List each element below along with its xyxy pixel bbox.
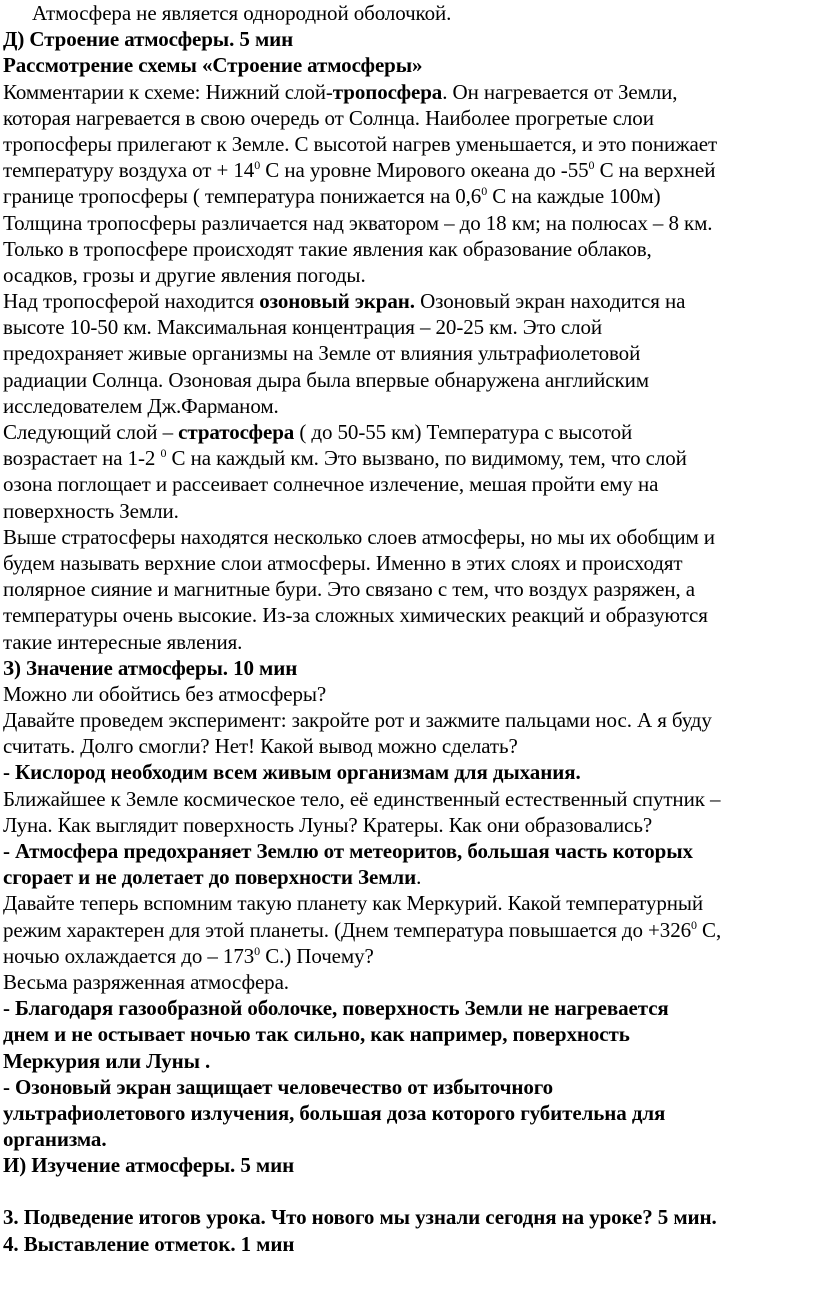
text-line: тропосферы прилегают к Земле. С высотой нагрев уменьшается, и это понижает [3, 131, 718, 156]
text-line: Атмосфера не является однородной оболочкой. [32, 1, 452, 25]
heading-line: 4. Выставление отметок. 1 мин [3, 1231, 295, 1256]
text-line: температуры очень высокие. Из-за сложных химических реакций и образуются [3, 603, 708, 628]
text-run: С на уровне Мирового океана до -55 [260, 158, 589, 183]
text-line: радиации Солнца. Озоновая дыра была впервые обнаружена английским [3, 367, 649, 392]
text-line: Весьма разряженная атмосфера. [3, 969, 289, 994]
text-line: Луна. Как выглядит поверхность Луны? Кратеры. Как они образовались? [3, 812, 653, 837]
heading-line: организма. [3, 1127, 107, 1152]
text-line: поверхность Земли. [3, 498, 179, 523]
bold-term: стратосфера [178, 420, 295, 444]
text-run: режим характерен для этой планеты. (Днем температура повышается до +326 [3, 917, 691, 942]
text-run: С на каждые 100м) [487, 184, 661, 209]
heading-line: - Благодаря газообразной оболочке, поверхность Земли не нагревается [3, 996, 669, 1021]
heading-line: - Атмосфера предохраняет Землю от метеоритов, большая часть которых [3, 839, 693, 863]
text-line [3, 288, 810, 314]
text-line [3, 917, 810, 943]
text-run: температуру воздуха от + 14 [3, 158, 255, 183]
text-run: С на каждый км. Это вызвано, по видимому, тем, что слой [166, 446, 687, 471]
text-line: Только в тропосфере происходят такие явления как образование облаков, [3, 236, 652, 261]
text-line: озона поглощает и рассеивает солнечное излечение, мешая пройти ему на [3, 472, 659, 497]
heading-line: З) Значение атмосферы. 10 мин [3, 655, 298, 680]
degree-superscript: 0 [588, 158, 595, 173]
text-run: границе тропосферы ( температура понижается на 0,6 [3, 184, 482, 209]
bold-term: сгорает и не долетает до поверхности Земли [3, 865, 417, 890]
text-line [3, 445, 810, 471]
text-line: полярное сияние и магнитные бури. Это связано с тем, что воздух разряжен, а [3, 577, 696, 602]
degree-superscript: 0 [254, 943, 261, 958]
text-run: Следующий слой – [3, 420, 179, 444]
blank-line [3, 1178, 810, 1204]
degree-superscript: 0 [254, 158, 261, 173]
text-run: С.) Почему? [260, 943, 374, 968]
text-line: осадков, грозы и другие явления погоды. [3, 262, 366, 287]
bold-term: тропосфера [332, 79, 443, 104]
text-run: Над тропосферой находится [3, 289, 260, 314]
text-run: . Он нагревается от Земли, [442, 79, 678, 104]
text-line: которая нагревается в свою очередь от Солнца. Наиболее прогретые слои [3, 105, 654, 130]
heading-line: Д) Строение атмосферы. 5 мин [3, 27, 294, 52]
heading-line: Меркурия или Луны . [3, 1048, 211, 1073]
text-line: Ближайшее к Земле космическое тело, её единственный естественный спутник – [3, 786, 721, 811]
text-run: возрастает на 1-2 [3, 446, 161, 471]
text-run: ночью охлаждается до – 173 [3, 943, 255, 968]
degree-superscript: 0 [160, 446, 167, 461]
text-run: С, [696, 917, 722, 942]
text-line: Можно ли обойтись без атмосферы? [3, 681, 327, 706]
text-line: считать. Долго смогли? Нет! Какой вывод можно сделать? [3, 734, 518, 759]
text-line: предохраняет живые организмы на Земле от влияния ультрафиолетовой [3, 341, 641, 366]
text-line: Толщина тропосферы различается над экватором – до 18 км; на полюсах – 8 км. [3, 210, 713, 235]
text-line [3, 419, 810, 445]
text-line: высоте 10-50 км. Максимальная концентрация – 20-25 км. Это слой [3, 315, 603, 340]
degree-superscript: 0 [481, 184, 488, 199]
text-line: Давайте проведем эксперимент: закройте рот и зажмите пальцами нос. А я буду [3, 708, 712, 733]
text-run: Комментарии к схеме: Нижний слой- [3, 79, 333, 104]
text-run: ( до 50-55 км) Температура с высотой [294, 420, 633, 444]
heading-line: - Кислород необходим всем живым организмам для дыхания. [3, 760, 581, 785]
text-line: Давайте теперь вспомним такую планету как Меркурий. Какой температурный [3, 891, 704, 916]
text-line: будем называть верхние слои атмосферы. Именно в этих слоях и происходят [3, 550, 683, 575]
text-line [3, 943, 810, 969]
bold-term: озоновый экран. [259, 289, 415, 314]
heading-line: 3. Подведение итогов урока. Что нового мы узнали сегодня на уроке? 5 мин. [3, 1205, 717, 1230]
text-line [3, 183, 810, 209]
heading-line: Рассмотрение схемы «Строение атмосферы» [3, 53, 423, 78]
degree-superscript: 0 [691, 917, 697, 932]
heading-line: И) Изучение атмосферы. 5 мин [3, 1153, 295, 1178]
text-line [3, 864, 810, 890]
text-run: . [416, 865, 422, 890]
text-line [3, 79, 810, 105]
heading-line: днем и не остывает ночью так сильно, как например, поверхность [3, 1022, 630, 1047]
heading-line: - Озоновый экран защищает человечество от избыточного [3, 1074, 554, 1099]
text-run: С на верхней [594, 158, 716, 183]
text-line: такие интересные явления. [3, 629, 243, 654]
text-line [3, 157, 810, 183]
text-line: Выше стратосферы находятся несколько слоев атмосферы, но мы их обобщим и [3, 524, 715, 549]
text-line: исследователем Дж.Фарманом. [3, 393, 279, 418]
heading-line: ультрафиолетового излучения, большая доза которого губительна для [3, 1100, 666, 1125]
text-run: Озоновый экран находится на [414, 289, 686, 314]
